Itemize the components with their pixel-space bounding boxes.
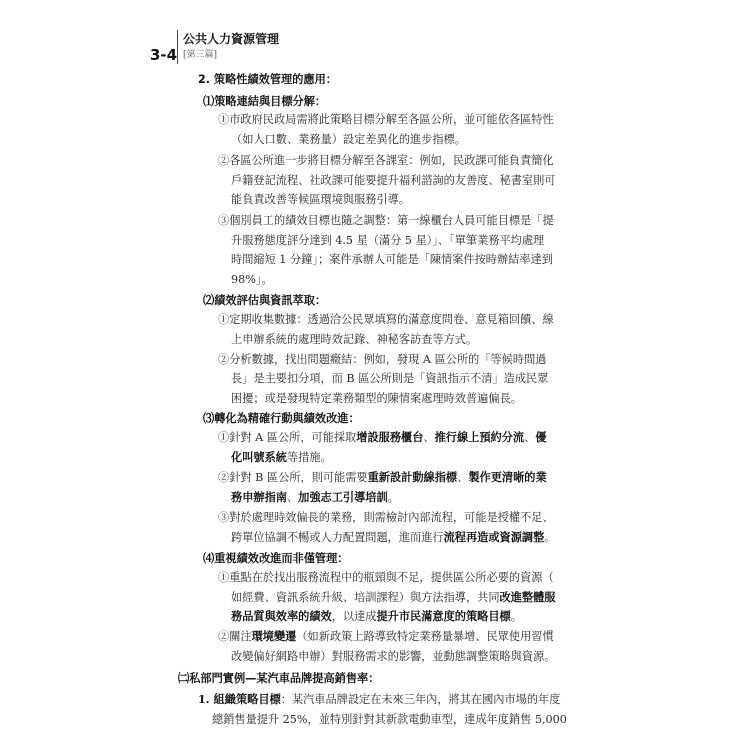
paragraph-line bbox=[198, 691, 560, 707]
text-run: ，以達成 bbox=[331, 610, 377, 623]
text-run: 跨單位協調不暢或人力配置問題，進而進行 bbox=[231, 531, 444, 544]
subheading-improvement-focus: ⑷重視績效改進而非僅管理： bbox=[203, 551, 349, 565]
bold-text: 製作更清晰的業 bbox=[468, 470, 547, 484]
bold-text: 加強志工引導培訓 bbox=[298, 490, 388, 504]
bold-text: 推行線上預約分流 bbox=[434, 430, 525, 444]
text-run: 如經費、資訊系統升級、培訓課程）與方法指導，共同 bbox=[231, 591, 500, 604]
text-run: 。 bbox=[510, 610, 522, 623]
bold-text: 務申辦指南 bbox=[231, 490, 287, 504]
paragraph-line: （如人口數、業務量）設定差異化的進步指標。 bbox=[231, 133, 466, 146]
paragraph-line: ②各區公所進一步將目標分解至各課室：例如，民政課可能負責簡化 bbox=[218, 154, 554, 167]
text-run: 、 bbox=[524, 431, 536, 444]
paragraph-line: 改變偏好網路申辦）對服務需求的影響，並動態調整策略與資源。 bbox=[231, 650, 556, 663]
bold-text: 改進整體服 bbox=[499, 590, 556, 604]
bold-text: 提升市民滿意度的策略目標 bbox=[376, 609, 511, 623]
text-run: 、 bbox=[457, 471, 469, 484]
section-label: [第三篇] bbox=[183, 50, 218, 60]
subheading-performance-evaluation: ⑵績效評估與資訊萃取： bbox=[203, 293, 327, 307]
paragraph-line bbox=[218, 469, 547, 485]
bold-text: 優 bbox=[535, 430, 547, 444]
paragraph-line bbox=[218, 429, 547, 445]
text-run: 。 bbox=[544, 531, 556, 544]
paragraph-line bbox=[231, 489, 399, 505]
text-run: 、 bbox=[286, 491, 299, 504]
paragraph-line: ①定期收集數據：透過洽公民眾填寫的滿意度問卷、意見箱回饋、線 bbox=[218, 313, 554, 326]
section-heading-private-sector: ㈡私部門實例—某汽車品牌提高銷售率： bbox=[178, 672, 380, 685]
paragraph-line: 困擾；或是發現特定業務類型的陳情案處理時效普遍偏長。 bbox=[231, 392, 522, 405]
paragraph-line: ③對於處理時效偏長的業務，則需檢討內部流程，可能是授權不足、 bbox=[218, 511, 554, 524]
paragraph-line: ③個別員工的績效目標也隨之調整：第一線櫃台人員可能目標是「提 bbox=[218, 214, 554, 227]
bold-text: 流程再造或資源調整 bbox=[443, 530, 545, 544]
heading-strategic-performance-application: 2. 策略性績效管理的應用： bbox=[198, 73, 337, 86]
bold-text: 增設服務櫃台 bbox=[356, 430, 424, 444]
subheading-action-improvement: ⑶轉化為精確行動與績效改進： bbox=[203, 411, 360, 425]
bold-text: 1. 組織策略目標 bbox=[198, 692, 281, 706]
paragraph-line: 能負責改善等候區環境與服務引導。 bbox=[231, 193, 411, 206]
paragraph-line bbox=[231, 449, 332, 465]
paragraph-line bbox=[231, 589, 555, 605]
paragraph-line: 98%」。 bbox=[231, 273, 273, 286]
paragraph-line: ①市政府民政局需將此策略目標分解至各區公所，並可能依各區特性 bbox=[218, 113, 554, 126]
text-run: ①針對 A 區公所，可能採取 bbox=[218, 431, 357, 444]
paragraph-line: 總銷售量提升 25%，並特別針對其新款電動車型，達成年度銷售 5,000 bbox=[212, 713, 567, 726]
text-run: ：某汽車品牌設定在未來三年內，將其在國內市場的年度 bbox=[280, 693, 561, 706]
text-run: （如新政策上路導致特定業務量暴增、民眾使用習慣 bbox=[296, 630, 554, 643]
paragraph-line bbox=[218, 628, 554, 644]
book-title: 公共人力資源管理 bbox=[183, 32, 280, 46]
paragraph-line: ①重點在於找出服務流程中的瓶頸與不足，提供區公所必要的資源（ bbox=[218, 571, 554, 584]
paragraph-line: 戶籍登記流程、社政課可能要提升福利諮詢的友善度、秘書室則可 bbox=[231, 174, 556, 187]
text-run: 等措施。 bbox=[286, 451, 332, 464]
text-run: ②針對 B 區公所，則可能需要 bbox=[218, 471, 368, 484]
subheading-strategy-linkage: ⑴策略連結與目標分解： bbox=[203, 94, 327, 108]
paragraph-line bbox=[231, 529, 555, 545]
text-run: 、 bbox=[423, 431, 435, 444]
text-run: ②關注 bbox=[218, 630, 252, 643]
paragraph-line: 長」是主要扣分項，而 B 區公所則是「資訊指示不清」造成民眾 bbox=[231, 372, 549, 385]
paragraph-line: ②分析數據，找出問題癥結：例如，發現 A 區公所的「等候時間過 bbox=[218, 353, 547, 366]
bold-text: 務品質與效率的績效 bbox=[231, 609, 332, 623]
paragraph-line: 上申辦系統的處理時效記錄、神秘客訪查等方式。 bbox=[231, 333, 478, 346]
bold-text: 化叫號系統 bbox=[231, 450, 287, 464]
paragraph-line bbox=[231, 608, 522, 624]
text-run: 。 bbox=[387, 491, 399, 504]
paragraph-line: 升服務態度評分達到 4.5 星（滿分 5 星）」、「單筆業務平均處理 bbox=[231, 234, 545, 247]
bold-text: 重新設計動線指標 bbox=[367, 470, 458, 484]
paragraph-line: 時間縮短 1 分鐘」；案件承辦人可能是「陳情案件按時辦結率達到 bbox=[231, 253, 553, 266]
bold-text: 環境變遷 bbox=[251, 629, 297, 643]
page-number: 3-4 bbox=[150, 46, 178, 64]
